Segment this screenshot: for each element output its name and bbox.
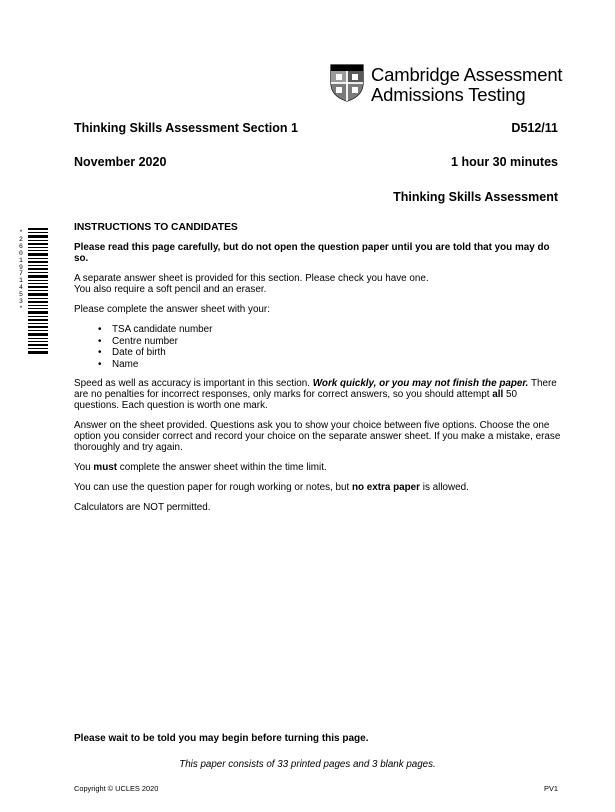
list-item: • Name <box>98 359 564 371</box>
barcode-digits: * 2 6 0 1 9 7 1 4 5 3 * <box>19 229 23 312</box>
paper-title: Thinking Skills Assessment Section 1 <box>74 121 298 135</box>
crest-icon <box>329 64 365 102</box>
instructions <box>74 222 564 522</box>
exam-duration: 1 hour 30 minutes <box>451 155 558 169</box>
answer-paragraph: Answer on the sheet provided. Questions ask you to show your choice between five options. Choose the one option you consider correct and record your choice on the separate answer sheet. If you make a mistake, erase thoroughly and try again. <box>74 420 561 453</box>
must-paragraph <box>74 462 564 473</box>
answer-sheet-line-1: A separate answer sheet is provided for this section. Please check you have one. <box>74 273 429 284</box>
speed-paragraph <box>74 378 564 411</box>
list-item: • Date of birth <box>98 347 564 359</box>
speed-emphasis: Work quickly, or you may not finish the paper. <box>312 378 529 389</box>
speed-all: all <box>492 389 504 400</box>
must-emphasis: must <box>93 462 118 473</box>
wait-notice: Please wait to be told you may begin before turning this page. <box>74 733 369 744</box>
complete-sheet-text: Please complete the answer sheet with your: <box>74 304 270 315</box>
page-count-note: This paper consists of 33 printed pages and 3 blank pages. <box>179 759 436 770</box>
rough-paragraph <box>74 482 564 493</box>
instructions-intro: Please read this page carefully, but do not open the question paper until you are told that you may do so. <box>74 242 550 264</box>
paper-subtitle: Thinking Skills Assessment <box>393 190 558 204</box>
speed-text: Speed as well as accuracy is important in this section. <box>74 378 313 389</box>
must-text: You <box>74 462 94 473</box>
exam-date: November 2020 <box>74 155 167 169</box>
answer-sheet-paragraph <box>74 273 564 295</box>
logo-line-2: Admissions Testing <box>371 84 526 105</box>
cambridge-logo <box>329 63 569 103</box>
rough-text: You can use the question paper for rough working or notes, but <box>74 482 352 493</box>
details-list <box>74 324 564 370</box>
rough-emphasis: no extra paper <box>351 482 421 493</box>
logo-line-1: Cambridge Assessment <box>371 64 563 85</box>
rough-text-end: is allowed. <box>420 482 469 493</box>
must-text-end: complete the answer sheet within the time limit. <box>117 462 327 473</box>
answer-sheet-line-2: You also require a soft pencil and an eraser. <box>74 284 267 295</box>
instructions-heading: INSTRUCTIONS TO CANDIDATES <box>74 222 238 233</box>
speed-text-cont: There are no penalties for incorrect responses, only marks for correct answers, so you should attempt <box>74 378 557 400</box>
calculator-paragraph: Calculators are NOT permitted. <box>74 502 211 513</box>
list-item: • TSA candidate number <box>98 324 564 336</box>
list-item: • Centre number <box>98 336 564 348</box>
paper-code: D512/11 <box>511 121 558 135</box>
page-version: PV1 <box>544 784 558 793</box>
copyright: Copyright © UCLES 2020 <box>74 784 159 793</box>
barcode-bars <box>28 228 48 354</box>
speed-text-end: 50 questions. Each question is worth one mark. <box>74 389 517 411</box>
